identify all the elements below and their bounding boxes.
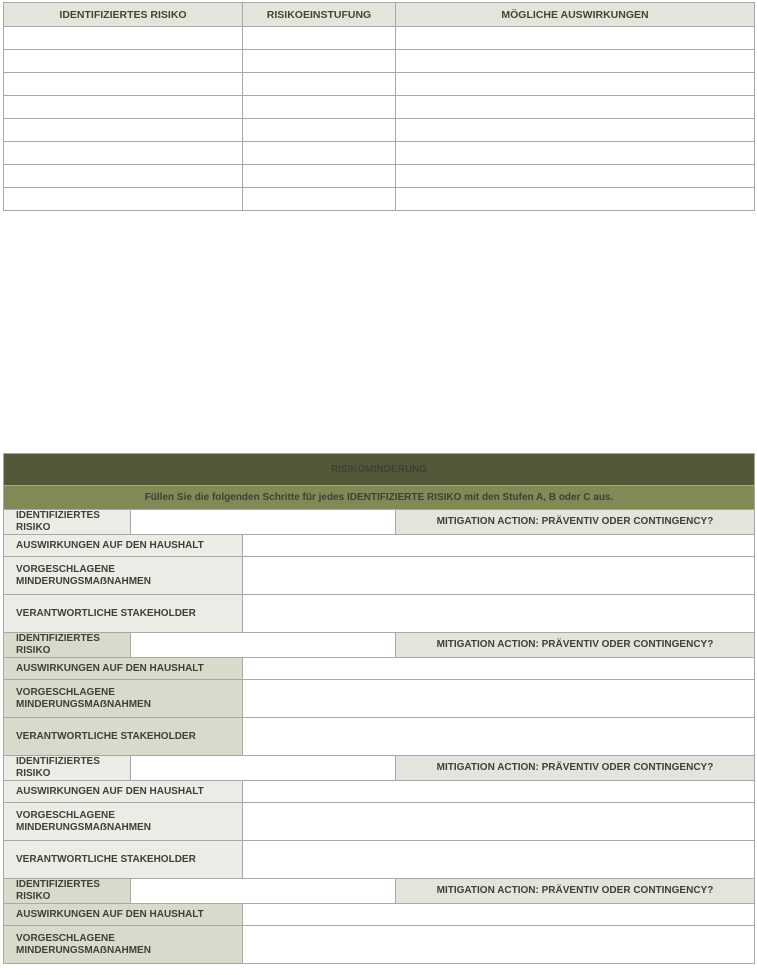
risk-value-field[interactable] xyxy=(131,879,396,904)
rating-cell[interactable] xyxy=(243,96,396,119)
table-row xyxy=(4,188,755,211)
table-row xyxy=(4,142,755,165)
header-impact: MÖGLICHE AUSWIRKUNGEN xyxy=(396,3,755,27)
risk-cell[interactable] xyxy=(4,27,243,50)
risk-cell[interactable] xyxy=(4,73,243,96)
mitigation-block-3 xyxy=(4,756,755,781)
rating-cell[interactable] xyxy=(243,119,396,142)
risk-value-field[interactable] xyxy=(131,510,396,535)
table-row xyxy=(4,165,755,188)
label-risk: IDENTIFIZIERTES RISIKO xyxy=(4,633,131,658)
risk-cell[interactable] xyxy=(4,96,243,119)
risk-cell[interactable] xyxy=(4,165,243,188)
stakeholders-field[interactable] xyxy=(243,718,755,756)
label-risk: IDENTIFIZIERTES RISIKO xyxy=(4,510,131,535)
table-row xyxy=(4,50,755,73)
risk-table-header xyxy=(4,3,755,27)
mitigation-block-2 xyxy=(4,633,755,658)
rating-cell[interactable] xyxy=(243,142,396,165)
label-mitigation-action: MITIGATION ACTION: PRÄVENTIV ODER CONTINGENCY? xyxy=(396,879,755,904)
risk-cell[interactable] xyxy=(4,119,243,142)
label-mitigation-action: MITIGATION ACTION: PRÄVENTIV ODER CONTINGENCY? xyxy=(396,633,755,658)
risk-value-field[interactable] xyxy=(131,756,396,781)
table-row xyxy=(4,119,755,142)
rating-cell[interactable] xyxy=(243,50,396,73)
label-stakeholders: VERANTWORTLICHE STAKEHOLDER xyxy=(4,841,243,879)
rating-cell[interactable] xyxy=(243,27,396,50)
label-budget-impact: AUSWIRKUNGEN AUF DEN HAUSHALT xyxy=(4,535,243,557)
header-risk: IDENTIFIZIERTES RISIKO xyxy=(4,3,243,27)
header-rating: RISIKOEINSTUFUNG xyxy=(243,3,396,27)
mitigation-title: RISIKOMINDERUNG xyxy=(4,454,755,486)
proposed-measures-field[interactable] xyxy=(243,926,755,964)
label-proposed-measures: VORGESCHLAGENE MINDERUNGSMAẞNAHMEN xyxy=(4,803,243,841)
table-row xyxy=(4,96,755,119)
label-stakeholders: VERANTWORTLICHE STAKEHOLDER xyxy=(4,718,243,756)
impact-cell[interactable] xyxy=(396,165,755,188)
impact-cell[interactable] xyxy=(396,73,755,96)
risk-cell[interactable] xyxy=(4,188,243,211)
label-proposed-measures: VORGESCHLAGENE MINDERUNGSMAẞNAHMEN xyxy=(4,680,243,718)
impact-cell[interactable] xyxy=(396,119,755,142)
budget-impact-field[interactable] xyxy=(243,535,755,557)
label-risk: IDENTIFIZIERTES RISIKO xyxy=(4,756,131,781)
impact-cell[interactable] xyxy=(396,142,755,165)
label-risk: IDENTIFIZIERTES RISIKO xyxy=(4,879,131,904)
impact-cell[interactable] xyxy=(396,96,755,119)
table-row xyxy=(4,27,755,50)
mitigation-table xyxy=(3,453,755,964)
risk-cell[interactable] xyxy=(4,142,243,165)
label-budget-impact: AUSWIRKUNGEN AUF DEN HAUSHALT xyxy=(4,781,243,803)
mitigation-instructions: Füllen Sie die folgenden Schritte für jedes IDENTIFIZIERTE RISIKO mit den Stufen A, B oder C aus. xyxy=(4,486,755,510)
budget-impact-field[interactable] xyxy=(243,781,755,803)
proposed-measures-field[interactable] xyxy=(243,803,755,841)
label-proposed-measures: VORGESCHLAGENE MINDERUNGSMAẞNAHMEN xyxy=(4,926,243,964)
label-budget-impact: AUSWIRKUNGEN AUF DEN HAUSHALT xyxy=(4,904,243,926)
impact-cell[interactable] xyxy=(396,27,755,50)
risk-value-field[interactable] xyxy=(131,633,396,658)
label-proposed-measures: VORGESCHLAGENE MINDERUNGSMAẞNAHMEN xyxy=(4,557,243,595)
rating-cell[interactable] xyxy=(243,188,396,211)
table-row xyxy=(4,73,755,96)
stakeholders-field[interactable] xyxy=(243,595,755,633)
rating-cell[interactable] xyxy=(243,73,396,96)
mitigation-block-1 xyxy=(4,510,755,535)
mitigation-block-4 xyxy=(4,879,755,904)
proposed-measures-field[interactable] xyxy=(243,680,755,718)
label-mitigation-action: MITIGATION ACTION: PRÄVENTIV ODER CONTINGENCY? xyxy=(396,510,755,535)
label-mitigation-action: MITIGATION ACTION: PRÄVENTIV ODER CONTINGENCY? xyxy=(396,756,755,781)
risk-table xyxy=(3,2,755,211)
rating-cell[interactable] xyxy=(243,165,396,188)
budget-impact-field[interactable] xyxy=(243,658,755,680)
stakeholders-field[interactable] xyxy=(243,841,755,879)
label-stakeholders: VERANTWORTLICHE STAKEHOLDER xyxy=(4,595,243,633)
label-budget-impact: AUSWIRKUNGEN AUF DEN HAUSHALT xyxy=(4,658,243,680)
impact-cell[interactable] xyxy=(396,188,755,211)
impact-cell[interactable] xyxy=(396,50,755,73)
budget-impact-field[interactable] xyxy=(243,904,755,926)
risk-cell[interactable] xyxy=(4,50,243,73)
proposed-measures-field[interactable] xyxy=(243,557,755,595)
